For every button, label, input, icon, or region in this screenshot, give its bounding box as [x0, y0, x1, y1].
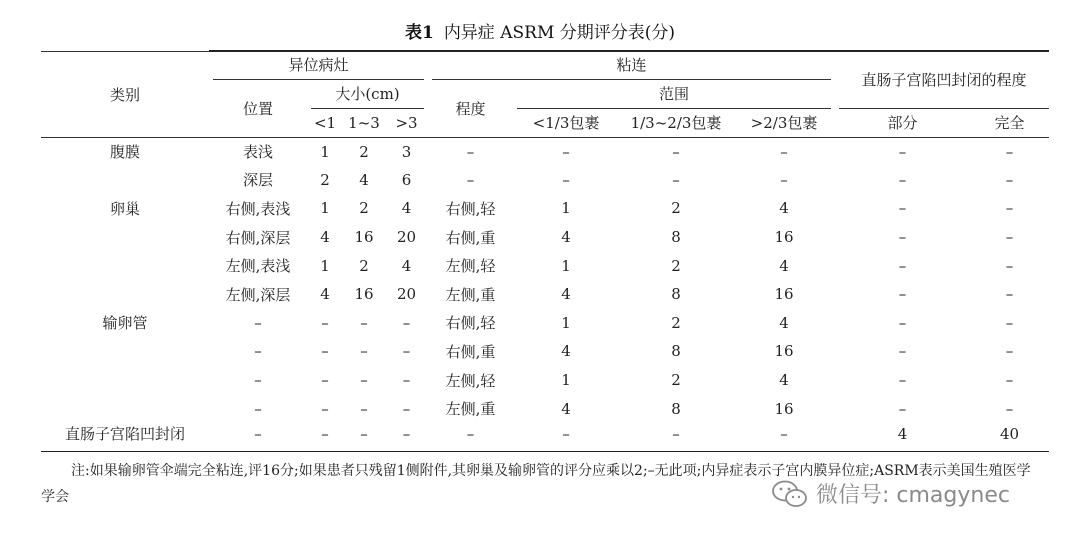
- row-degree: –: [466, 424, 475, 443]
- table-row: [41, 194, 1049, 223]
- row-size-1to3: –: [360, 399, 368, 418]
- row-range-lt1-3: 1: [561, 371, 571, 390]
- row-range-1-3to2-3: –: [619, 137, 733, 166]
- row-cul-complete: –: [1005, 285, 1014, 304]
- row-range-1-3to2-3: 2: [671, 256, 681, 275]
- row-size-1to3: 4: [359, 170, 369, 189]
- row-cul-partial: –: [898, 199, 907, 218]
- row-degree: 右侧,轻: [445, 314, 496, 333]
- watermark-text: 微信号: cmagynec: [816, 483, 1010, 508]
- row-position: –: [254, 313, 262, 332]
- row-range-gt2-3: –: [780, 424, 788, 443]
- row-cul-partial: –: [898, 285, 907, 304]
- row-cul-complete: –: [1005, 399, 1014, 418]
- row-size-lt1: 1: [320, 256, 330, 275]
- row-size-lt1: 2: [320, 170, 330, 189]
- row-range-gt2-3: –: [780, 170, 788, 189]
- row-size-lt1: 1: [307, 137, 343, 166]
- header-range: 范围: [517, 81, 831, 109]
- table-row: [41, 423, 1049, 452]
- row-range-lt1-3: 1: [561, 256, 571, 275]
- row-range-1-3to2-3: 8: [671, 342, 681, 361]
- row-position: 右侧,深层: [225, 228, 291, 247]
- row-size-1to3: 16: [354, 285, 374, 304]
- row-cul-partial: –: [898, 170, 907, 189]
- row-range-1-3to2-3: –: [672, 170, 680, 189]
- row-cul-complete: –: [970, 137, 1049, 166]
- row-position: –: [254, 371, 262, 390]
- row-range-lt1-3: 4: [561, 285, 571, 304]
- row-degree: 右侧,轻: [445, 199, 496, 218]
- row-range-lt1-3: –: [513, 137, 619, 166]
- row-cul-partial: –: [898, 313, 907, 332]
- row-range-1-3to2-3: 8: [671, 399, 681, 418]
- row-cul-complete: –: [1005, 199, 1014, 218]
- row-cul-complete: –: [1005, 170, 1014, 189]
- row-degree: –: [428, 137, 513, 166]
- row-size-gt3: 20: [396, 228, 417, 247]
- row-cul-complete: –: [1005, 313, 1014, 332]
- row-range-gt2-3: 4: [779, 371, 789, 390]
- row-size-gt3: –: [402, 342, 411, 361]
- table-caption: 内异症 ASRM 分期评分表(分): [443, 23, 676, 43]
- row-range-1-3to2-3: 8: [671, 228, 681, 247]
- row-position: 左侧,表浅: [225, 257, 291, 276]
- row-size-1to3: 16: [354, 228, 374, 247]
- row-range-lt1-3: 1: [561, 199, 571, 218]
- row-range-1-3to2-3: 2: [671, 371, 681, 390]
- header-cul-de-sac: 直肠子宫陷凹封闭的程度: [839, 52, 1049, 109]
- row-category: 腹膜: [41, 137, 209, 166]
- row-range-gt2-3: 16: [774, 228, 794, 247]
- row-range-lt1-3: 1: [561, 313, 571, 332]
- row-position: –: [254, 424, 262, 443]
- table-body: [41, 137, 1049, 452]
- row-size-lt1: 1: [320, 199, 330, 218]
- header-category: 类别: [41, 51, 209, 137]
- row-range-lt1-3: –: [562, 424, 570, 443]
- row-range-1-3to2-3: 2: [671, 313, 681, 332]
- header-range-col: <1/3包裹: [532, 114, 600, 133]
- row-range-lt1-3: 4: [561, 399, 571, 418]
- row-cul-partial: –: [898, 371, 907, 390]
- row-range-gt2-3: 4: [779, 313, 789, 332]
- row-size-gt3: –: [402, 424, 411, 443]
- table-footnote: 注:如果输卵管伞端完全粘连,评16分;如果患者只残留1侧附件,其卵巢及输卵管的评分应乘以2;–无此项;内异症表示子宫内膜异位症;ASRM表示美国生殖医学学会: [41, 463, 1031, 505]
- table-row: [41, 337, 1049, 366]
- row-range-gt2-3: 4: [779, 199, 789, 218]
- header-lesion: 异位病灶: [213, 52, 424, 80]
- row-size-gt3: 3: [385, 137, 428, 166]
- row-size-1to3: –: [360, 424, 368, 443]
- row-degree: 右侧,重: [445, 342, 496, 361]
- row-size-lt1: 4: [320, 285, 330, 304]
- row-cul-complete: –: [1005, 371, 1014, 390]
- row-size-1to3: 2: [359, 199, 369, 218]
- row-cul-partial: –: [898, 256, 907, 275]
- header-size-col: <1: [313, 113, 337, 132]
- header-position: 位置: [242, 99, 273, 118]
- row-size-gt3: 20: [396, 285, 417, 304]
- row-cul-partial: –: [898, 228, 907, 247]
- table-row: [41, 309, 1049, 338]
- header-cul-col: 完全: [994, 114, 1025, 133]
- row-degree: 右侧,重: [445, 228, 496, 247]
- row-category: [41, 223, 209, 252]
- row-size-lt1: –: [321, 313, 329, 332]
- table-row: [41, 166, 1049, 195]
- row-position: –: [254, 342, 262, 361]
- row-size-1to3: –: [360, 313, 368, 332]
- row-category: 输卵管: [102, 314, 148, 333]
- row-position: 右侧,表浅: [225, 199, 291, 218]
- row-size-lt1: –: [321, 399, 329, 418]
- row-position: 左侧,深层: [225, 285, 291, 304]
- row-category: [41, 251, 209, 280]
- header-range-col: >2/3包裹: [750, 114, 818, 133]
- header-adhesion: 粘连: [432, 52, 831, 80]
- row-category: [41, 166, 209, 195]
- row-size-lt1: –: [321, 371, 329, 390]
- row-cul-complete: –: [1005, 256, 1014, 275]
- row-category: [41, 280, 209, 309]
- row-range-1-3to2-3: 8: [671, 285, 681, 304]
- header-size: 大小(cm): [311, 81, 424, 109]
- row-range-lt1-3: –: [562, 170, 570, 189]
- row-position: –: [254, 399, 262, 418]
- table-title: [0, 18, 1080, 43]
- row-degree: 左侧,轻: [445, 257, 496, 276]
- table-row: [41, 366, 1049, 395]
- row-degree: 左侧,轻: [445, 371, 496, 390]
- row-size-gt3: –: [402, 399, 411, 418]
- row-degree: –: [466, 170, 475, 189]
- wechat-icon: [770, 479, 810, 509]
- row-category: [41, 394, 209, 423]
- header-cul-col: 部分: [887, 114, 918, 133]
- row-range-1-3to2-3: –: [672, 424, 680, 443]
- row-position: 表浅: [209, 137, 307, 166]
- row-range-gt2-3: 4: [779, 256, 789, 275]
- row-size-gt3: 4: [401, 199, 412, 218]
- row-range-gt2-3: 16: [774, 285, 794, 304]
- table-row: [41, 394, 1049, 423]
- row-cul-partial: –: [835, 137, 970, 166]
- asrm-score-table: [41, 50, 1049, 452]
- row-size-lt1: –: [321, 424, 329, 443]
- row-range-lt1-3: 4: [561, 228, 571, 247]
- watermark: [770, 478, 1010, 509]
- row-category: 卵巢: [109, 199, 140, 218]
- row-position: 深层: [242, 171, 273, 190]
- row-cul-complete: –: [1005, 342, 1014, 361]
- row-cul-complete: 40: [999, 424, 1020, 443]
- row-range-gt2-3: 16: [774, 342, 794, 361]
- row-range-gt2-3: –: [733, 137, 835, 166]
- row-cul-partial: –: [898, 342, 907, 361]
- row-size-1to3: –: [360, 371, 368, 390]
- row-category: [41, 366, 209, 395]
- row-range-gt2-3: 16: [774, 399, 794, 418]
- row-category: 直肠子宫陷凹封闭: [64, 425, 185, 444]
- row-size-lt1: –: [321, 342, 329, 361]
- row-range-lt1-3: 4: [561, 342, 571, 361]
- table-row: [41, 137, 1049, 166]
- row-size-1to3: –: [360, 342, 368, 361]
- row-cul-partial: 4: [897, 424, 908, 443]
- row-size-gt3: –: [402, 313, 411, 332]
- row-size-gt3: 4: [401, 256, 412, 275]
- row-size-1to3: 2: [359, 256, 369, 275]
- row-category: [41, 337, 209, 366]
- row-degree: 左侧,重: [445, 400, 496, 419]
- row-size-lt1: 4: [320, 228, 330, 247]
- table-row: [41, 280, 1049, 309]
- row-range-1-3to2-3: 2: [671, 199, 681, 218]
- table-row: [41, 223, 1049, 252]
- header-size-col: 1~3: [348, 113, 380, 132]
- row-degree: 左侧,重: [445, 285, 496, 304]
- header-size-col: >3: [395, 113, 418, 132]
- row-size-1to3: 2: [343, 137, 385, 166]
- table-row: [41, 251, 1049, 280]
- row-cul-complete: –: [1005, 228, 1014, 247]
- table-number: 表1: [404, 23, 434, 43]
- header-degree: 程度: [455, 99, 486, 118]
- row-size-gt3: 6: [401, 170, 412, 189]
- row-size-gt3: –: [402, 371, 411, 390]
- header-range-col: 1/3~2/3包裹: [630, 114, 722, 133]
- row-cul-partial: –: [898, 399, 907, 418]
